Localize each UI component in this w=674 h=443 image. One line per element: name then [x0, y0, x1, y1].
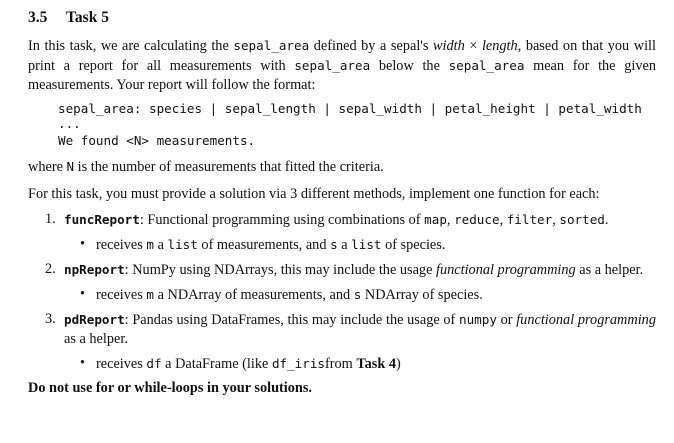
sub-text: receives	[96, 237, 147, 253]
sub-list-item	[64, 285, 656, 305]
list-item	[28, 210, 656, 255]
sub-list-item	[64, 235, 656, 255]
intro-text-3: , based on that you will print a report for all measurements with	[28, 38, 656, 74]
sub-text: of measurements, and	[197, 237, 331, 253]
method-description	[64, 310, 656, 349]
methods-list	[28, 210, 656, 374]
sub-text: )	[396, 356, 401, 372]
method-text: : Pandas using DataFrames, this may include the usage of	[124, 312, 459, 328]
code-map: map	[424, 212, 447, 227]
sub-list-item	[64, 354, 656, 374]
code-s: s	[330, 237, 338, 252]
item-number: 2.	[45, 261, 56, 277]
function-name-npreport: npReport	[64, 262, 125, 277]
intro-text-5: mean for the given measurements. Your report will follow the format:	[28, 58, 656, 93]
code-s: s	[353, 287, 362, 302]
intro-text-2: defined by a sepal's	[309, 38, 433, 54]
bullet-icon: •	[80, 286, 86, 302]
code-filter: filter	[506, 212, 553, 227]
where-text-1: where	[28, 159, 67, 175]
section-number: 3.5	[28, 9, 48, 26]
code-list: list	[351, 237, 382, 252]
section-title: Task 5	[66, 9, 109, 26]
method-text: : Functional programming using combinations of	[139, 212, 425, 228]
sub-text: of species.	[381, 237, 446, 253]
separator: ,	[552, 212, 560, 228]
method-description	[64, 260, 656, 280]
separator: ,	[499, 212, 507, 228]
code-numpy: numpy	[458, 312, 497, 327]
list-item	[28, 260, 656, 305]
em-width: width	[432, 38, 465, 54]
sub-text: a NDArray of measurements, and	[154, 287, 354, 303]
format-code-block	[58, 100, 656, 150]
code-df-iris: df_iris	[271, 356, 326, 371]
code-df: df	[146, 356, 162, 371]
where-paragraph	[28, 157, 656, 177]
sub-list	[64, 354, 656, 374]
method-text: : NumPy using NDArrays, this may include the usage	[124, 262, 436, 278]
document-page	[28, 6, 656, 398]
method-description	[64, 210, 656, 230]
function-name-pdreport: pdReport	[64, 312, 125, 327]
code-list: list	[167, 237, 198, 252]
times-sign: ×	[464, 38, 482, 54]
code-line-found: We found <N> measurements.	[58, 133, 256, 148]
item-number: 3.	[45, 311, 56, 327]
intro-text-1: In this task, we are calculating the	[28, 38, 234, 54]
code-n: N	[66, 159, 75, 174]
sub-list	[64, 285, 656, 305]
sub-text: receives	[96, 287, 147, 303]
sub-text: NDArray of species.	[361, 287, 483, 303]
em-functional-programming: functional programming	[516, 312, 656, 328]
intro-text-4: below the	[370, 58, 449, 74]
bullet-icon: •	[80, 236, 86, 252]
separator: ,	[446, 212, 455, 228]
code-m: m	[146, 237, 154, 252]
methods-intro: For this task, you must provide a solution via 3 different methods, implement one function for each:	[28, 186, 600, 202]
where-text-2: is the number of measurements that fitted the criteria.	[74, 159, 384, 175]
sub-text: receives	[96, 356, 147, 372]
code-sorted: sorted	[559, 212, 605, 227]
function-name-funcreport: funcReport	[64, 212, 140, 227]
method-text: or	[496, 312, 517, 328]
sub-text: a	[337, 237, 352, 253]
sub-text: from	[325, 356, 357, 372]
method-text: as a helper.	[575, 262, 644, 278]
code-m: m	[146, 287, 154, 302]
bullet-icon: •	[80, 355, 86, 371]
list-item	[28, 310, 656, 374]
code-line-ellipsis: ...	[58, 116, 81, 131]
code-reduce: reduce	[454, 212, 500, 227]
em-functional-programming: functional programming	[436, 262, 576, 278]
section-heading	[28, 6, 656, 30]
sub-text: a	[154, 237, 168, 253]
sub-list	[64, 235, 656, 255]
intro-paragraph	[28, 36, 656, 95]
sub-text: a DataFrame (like	[161, 356, 272, 372]
code-line-format: sepal_area: species | sepal_length | sepal_width | petal_height | petal_width	[58, 101, 642, 116]
code-sepal-area-2: sepal_area	[294, 58, 371, 73]
method-text: as a helper.	[64, 331, 128, 347]
code-sepal-area-1: sepal_area	[233, 38, 310, 53]
task-reference: Task 4	[356, 356, 396, 372]
item-number: 1.	[45, 211, 56, 227]
period: .	[604, 212, 609, 228]
code-sepal-area-3: sepal_area	[448, 58, 525, 73]
em-length: length	[481, 38, 518, 54]
final-instruction: Do not use for or while-loops in your solutions.	[28, 380, 312, 396]
